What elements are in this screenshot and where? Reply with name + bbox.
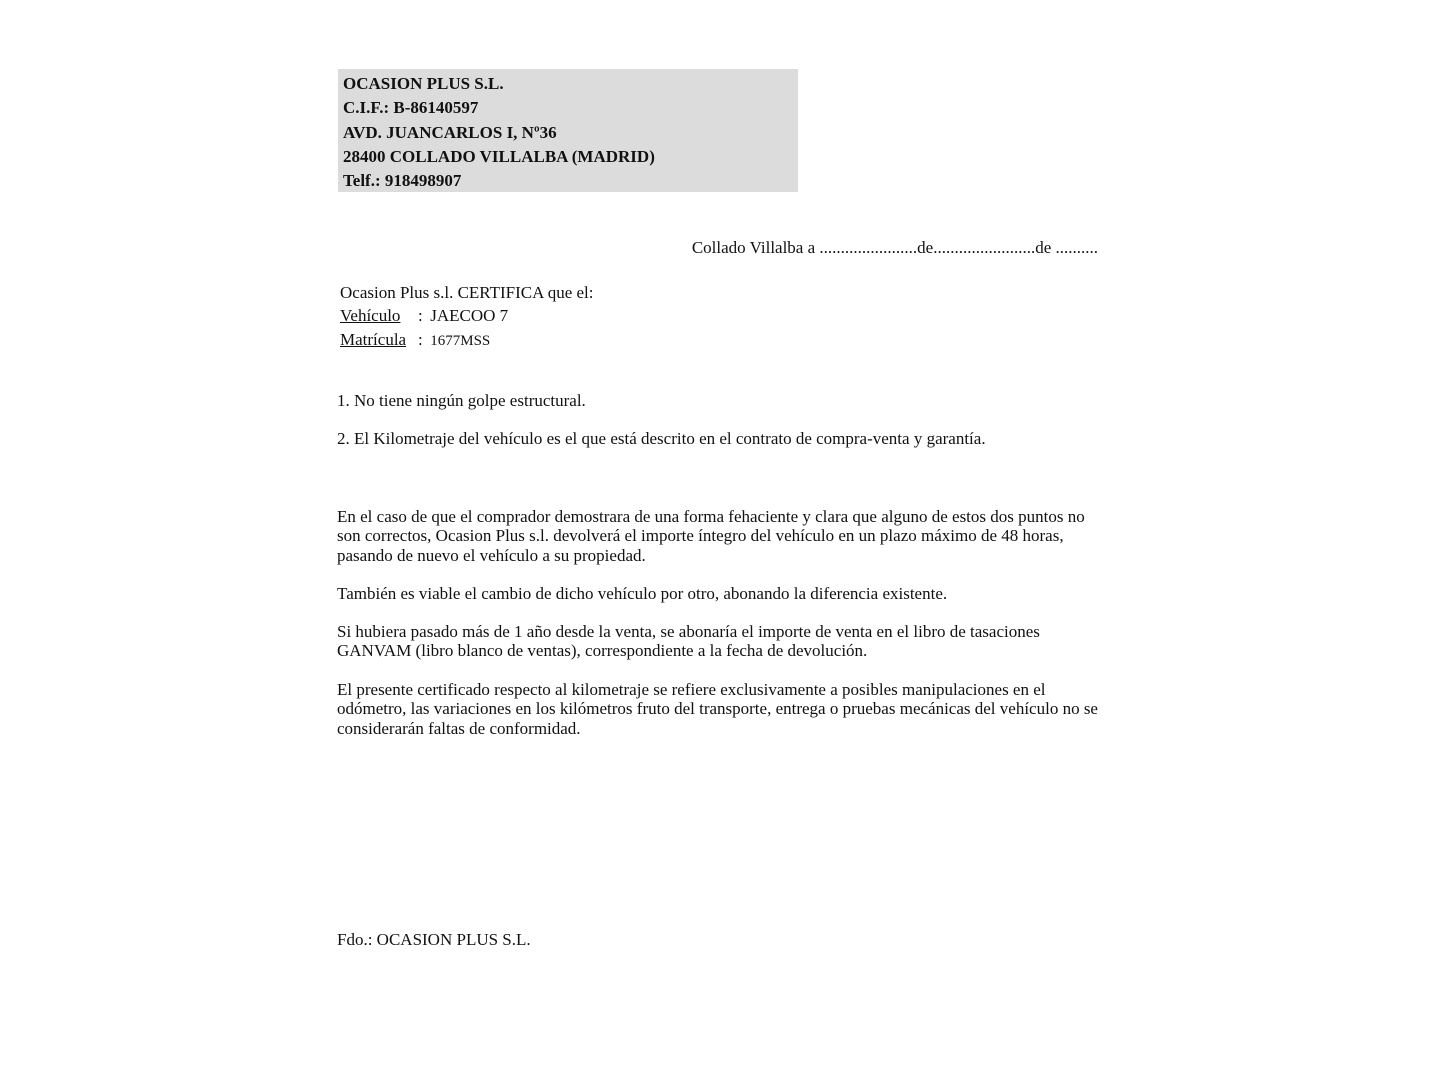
- certification-intro: Ocasion Plus s.l. CERTIFICA que el:: [340, 283, 594, 302]
- company-name: OCASION PLUS S.L.: [343, 74, 504, 93]
- signature-line: Fdo.: OCASION PLUS S.L.: [337, 930, 531, 949]
- company-phone: Telf.: 918498907: [343, 171, 462, 191]
- paragraph-exchange: También es viable el cambio de dicho vehículo por otro, abonando la diferencia existente.: [337, 584, 948, 603]
- vehicle-value: JAECOO 7: [430, 306, 509, 325]
- plate-value: 1677MSS: [430, 333, 491, 349]
- date-line: Collado Villalba a .......................de........................de ..........: [691, 238, 1098, 257]
- paragraph-odometer: El presente certificado respecto al kilometraje se refiere exclusivamente a posibles manipulaciones en el odómetro, las variaciones en los kilómetros fruto del transporte, entrega o pruebas mecánicas del vehículo no se considerarán faltas de conformidad.: [337, 680, 1098, 738]
- company-cif: C.I.F.: B-86140597: [343, 98, 479, 118]
- vehicle-separator: :: [418, 306, 423, 325]
- point-2: 2. El Kilometraje del vehículo es el que está descrito en el contrato de compra-venta y garantía.: [337, 429, 986, 448]
- plate-label: Matrícula: [340, 330, 407, 349]
- company-city: 28400 COLLADO VILLALBA (MADRID): [343, 146, 655, 166]
- company-header-box: [338, 69, 798, 192]
- paragraph-ganvam: Si hubiera pasado más de 1 año desde la venta, se abonaría el importe de venta en el libro de tasaciones GANVAM (libro blanco de ventas), correspondiente a la fecha de devolución.: [337, 622, 1040, 661]
- point-1: 1. No tiene ningún golpe estructural.: [337, 391, 586, 410]
- vehicle-label: Vehículo: [340, 306, 401, 325]
- plate-separator: :: [418, 330, 423, 349]
- company-address: AVD. JUANCARLOS I, Nº36: [343, 122, 557, 142]
- vehicle-row: [340, 306, 508, 326]
- plate-row: [340, 330, 490, 350]
- paragraph-refund: En el caso de que el comprador demostrara de una forma fehaciente y clara que alguno de estos dos puntos no son correctos, Ocasion Plus s.l. devolverá el importe íntegro del vehículo en un plazo máximo de 48 horas, pasando de nuevo el vehículo a su propiedad.: [337, 507, 1085, 565]
